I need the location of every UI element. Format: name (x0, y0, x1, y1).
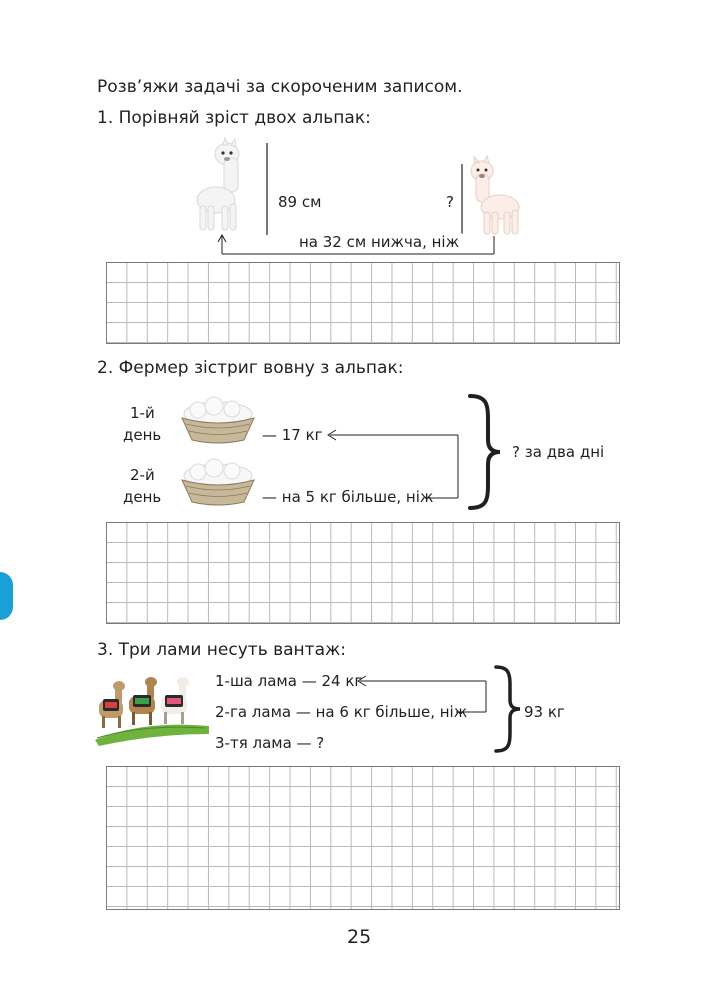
alpaca-white-icon (196, 140, 256, 232)
llama-comparison-arrow (352, 674, 492, 718)
day-comparison-arrow (322, 428, 462, 502)
day2-label-line1: 2-й (130, 466, 155, 484)
llama3-load: 3-тя лама — ? (215, 734, 325, 752)
task2-heading: 2. Фермер зістриг вовну з альпак: (97, 358, 404, 378)
llama2-load: 2-га лама — на 6 кг більше, ніж (215, 703, 468, 721)
comparison-label: на 32 см нижча, ніж (296, 233, 462, 251)
alpaca1-height-label: 89 см (278, 193, 322, 211)
alpaca2-height-question: ? (446, 193, 454, 211)
day1-label-line1: 1-й (130, 404, 155, 422)
intro-instruction: Розв’яжи задачі за скороченим записом. (97, 77, 463, 97)
llama-total: 93 кг (524, 703, 565, 721)
day1-label-line2: день (123, 426, 162, 444)
height-bar-2 (461, 164, 465, 234)
alpaca-pink-icon (466, 158, 524, 236)
answer-grid-1[interactable] (106, 262, 620, 344)
answer-grid-3[interactable] (106, 766, 620, 910)
total-brace (464, 392, 504, 512)
day2-label-line2: день (123, 488, 162, 506)
day2-value: — на 5 кг більше, ніж (262, 488, 434, 506)
height-bar-1 (266, 143, 270, 235)
llama-caravan-icon (93, 674, 211, 746)
task1-heading: 1. Порівняй зріст двох альпак: (97, 108, 371, 128)
llama1-load: 1-ша лама — 24 кг (215, 672, 363, 690)
day1-value: — 17 кг (262, 426, 323, 444)
answer-grid-2[interactable] (106, 522, 620, 624)
wool-basket-icon (178, 398, 258, 446)
page-number: 25 (347, 926, 372, 948)
wool-basket-icon (178, 460, 258, 508)
total-brace (492, 664, 524, 754)
two-day-total-question: ? за два дні (512, 443, 605, 461)
side-tab-marker (0, 572, 13, 620)
task3-heading: 3. Три лами несуть вантаж: (97, 640, 347, 660)
